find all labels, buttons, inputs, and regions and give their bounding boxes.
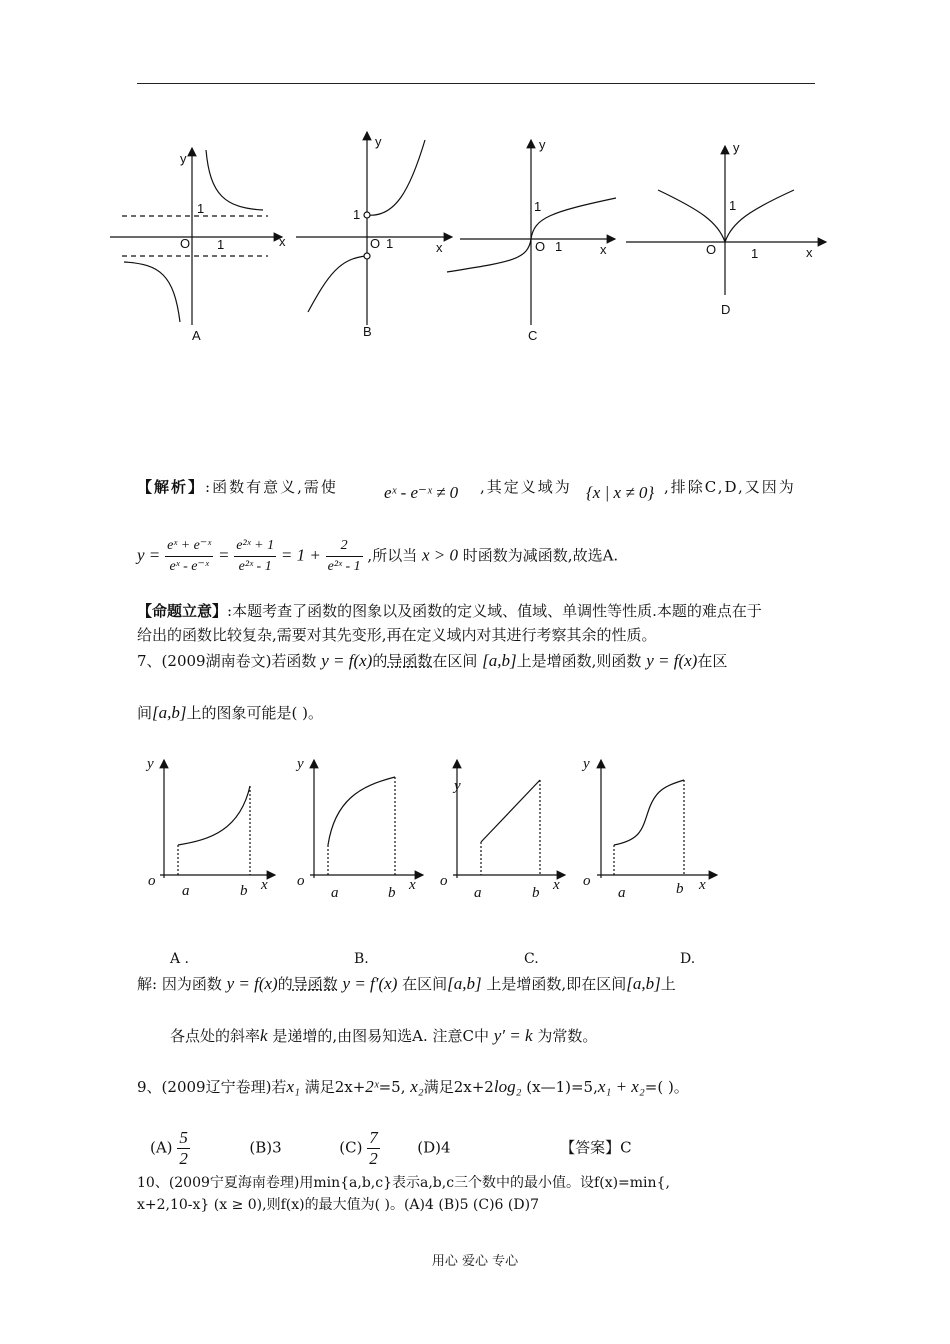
graph-d-y-label: y bbox=[733, 140, 740, 155]
q7d-o: o bbox=[583, 873, 591, 889]
choice-b: B. bbox=[354, 951, 369, 967]
graph-d-one-x: 1 bbox=[751, 246, 759, 261]
q7d-a: a bbox=[618, 885, 626, 901]
q7c-b: b bbox=[532, 885, 540, 901]
q10-line1: 10、(2009宁夏海南卷理)用min{a,b,c}表示a,b,c三个数中的最小值。设f(x)=min{, bbox=[137, 1175, 670, 1191]
analysis-frac2: $\frac{\text{e²ˣ + 1}}{\text{e²ˣ - 1}}$ bbox=[236, 538, 275, 574]
intent-line2: 给出的函数比较复杂,需要对其先变形,再在定义域内对其进行考察其余的性质。 bbox=[137, 626, 657, 644]
graph-b-origin: O bbox=[370, 236, 381, 251]
q7c-a: a bbox=[474, 885, 482, 901]
q9-answer: 【答案】C bbox=[560, 1138, 632, 1157]
choice-a: A . bbox=[170, 951, 190, 967]
q7-interval: [a,b] bbox=[482, 651, 517, 670]
q7-graph-a bbox=[160, 760, 275, 878]
graph-b-letter: B bbox=[363, 324, 372, 339]
q7a-o: o bbox=[148, 873, 156, 889]
graph-d-x-label: x bbox=[806, 245, 813, 260]
q7d-b: b bbox=[676, 881, 684, 897]
intent-tag: 【命题立意】 bbox=[137, 602, 228, 620]
graph-a-origin: O bbox=[180, 236, 191, 251]
analysis-text-e: 时函数为减函数,故选A. bbox=[462, 546, 619, 565]
q7-line1: 7、(2009湖南卷文)若函数 y = f(x)的导函数在区间 [a,b]上是增函数,则函数 y = f(x)在区 bbox=[137, 651, 728, 670]
analysis-line2: y = $\frac{\text{eˣ + e⁻ˣ}}{\text{eˣ - e⁻ˣ}}$ = $\frac{\text{e²ˣ + 1}}{\text{e²ˣ - 1}}$ = 1 + $\frac{2}{\text{e²ˣ - 1}}$ ,所以当 x > 0 时函数为减函数,故选A. bbox=[137, 536, 618, 577]
q9-line: 9、(2009辽宁卷理)若x₁ 满足2x+2ˣ=5, x₂满足2x+2log₂ (x—1)=5,x₁ + x₂=( )。 bbox=[137, 1077, 689, 1096]
q7a-y: y bbox=[147, 756, 154, 772]
analysis-y: y = bbox=[137, 545, 161, 565]
q7-line2: 间[a,b]上的图象可能是( )。 bbox=[137, 703, 323, 722]
q7c-x: x bbox=[553, 877, 560, 893]
graph-d-origin: O bbox=[706, 242, 717, 257]
q7b-a: a bbox=[331, 885, 339, 901]
q7c-y: y bbox=[454, 778, 461, 794]
q7-graph-d bbox=[597, 760, 717, 878]
graph-a-x-label: x bbox=[279, 234, 286, 249]
q9-option-a-frac: $\frac{5}{2}$ bbox=[179, 1128, 188, 1168]
graph-c-one-x: 1 bbox=[555, 239, 563, 254]
analysis-x-cond: x > 0 bbox=[421, 545, 459, 565]
q7a-b: b bbox=[240, 883, 248, 899]
graph-a-y-label: y bbox=[180, 151, 187, 166]
graph-c-y-label: y bbox=[539, 137, 546, 152]
q7b-y: y bbox=[297, 756, 304, 772]
analysis-frac3: $\frac{2}{\text{e²ˣ - 1}}$ bbox=[327, 538, 361, 574]
graph-b-one-y: 1 bbox=[353, 207, 361, 222]
sol7-line1: 解: 因为函数 y = f(x)的导函数 y = f′(x) 在区间[a,b] 上是增函数,即在区间[a,b]上 bbox=[137, 974, 676, 993]
analysis-condition: eˣ - e⁻ˣ ≠ 0 bbox=[384, 483, 459, 502]
q7b-x: x bbox=[409, 877, 416, 893]
intent-line1: 【命题立意】:本题考查了函数的图象以及函数的定义域、值域、单调性等性质.本题的难点在于 bbox=[137, 602, 762, 620]
graph-d-letter: D bbox=[721, 302, 731, 317]
q9-options: (A) $\frac{5}{2}$ (B)3 (C) $\frac{7}{2}$ (D)4 【答案】C bbox=[150, 1128, 632, 1168]
analysis-text-c: ,排除C,D,又因为 bbox=[664, 478, 796, 496]
analysis-frac1: $\frac{\text{eˣ + e⁻ˣ}}{\text{eˣ - e⁻ˣ}}$ bbox=[167, 538, 212, 574]
graph-d-one-y: 1 bbox=[729, 198, 737, 213]
graph-b-x-label: x bbox=[436, 240, 443, 255]
q7-graph-c bbox=[453, 760, 565, 878]
graph-c-one-y: 1 bbox=[534, 199, 542, 214]
q7-graph-b bbox=[310, 760, 423, 878]
q7-function: y = f(x) bbox=[321, 651, 373, 670]
graph-a-one-x: 1 bbox=[217, 237, 225, 252]
page-footer: 用心 爱心 专心 bbox=[431, 1254, 519, 1269]
graph-a-letter: A bbox=[192, 328, 201, 343]
choice-d: D. bbox=[680, 951, 696, 967]
analysis-domain: {x | x ≠ 0} bbox=[586, 483, 655, 502]
q7b-b: b bbox=[388, 885, 396, 901]
analysis-text-d: ,所以当 bbox=[367, 546, 418, 565]
q10-line2: x+2,10-x} (x ≥ 0),则f(x)的最大值为( )。(A)4 (B)5 (C)6 (D)7 bbox=[137, 1197, 539, 1213]
analysis-tag: 【解析】 bbox=[137, 478, 206, 496]
q7d-y: y bbox=[583, 756, 590, 772]
graph-c-letter: C bbox=[528, 328, 538, 343]
analysis-text-b: ,其定义域为 bbox=[480, 478, 572, 496]
graph-b-one-x: 1 bbox=[386, 236, 394, 251]
q7c-o: o bbox=[440, 873, 448, 889]
choice-c: C. bbox=[524, 951, 539, 967]
analysis-text-a: :函数有意义,需使 bbox=[205, 478, 338, 496]
q7b-o: o bbox=[297, 873, 305, 889]
sol7-line2: 各点处的斜率k 是递增的,由图易知选A. 注意C中 y′ = k 为常数。 bbox=[170, 1026, 598, 1045]
q7a-a: a bbox=[182, 883, 190, 899]
q7a-x: x bbox=[261, 877, 268, 893]
graph-c-origin: O bbox=[535, 239, 546, 254]
q9-option-c-frac: $\frac{7}{2}$ bbox=[369, 1128, 378, 1168]
graph-b-y-label: y bbox=[375, 134, 382, 149]
graph-c-x-label: x bbox=[600, 242, 607, 257]
q7d-x: x bbox=[699, 877, 706, 893]
graph-a-one-y: 1 bbox=[197, 201, 205, 216]
